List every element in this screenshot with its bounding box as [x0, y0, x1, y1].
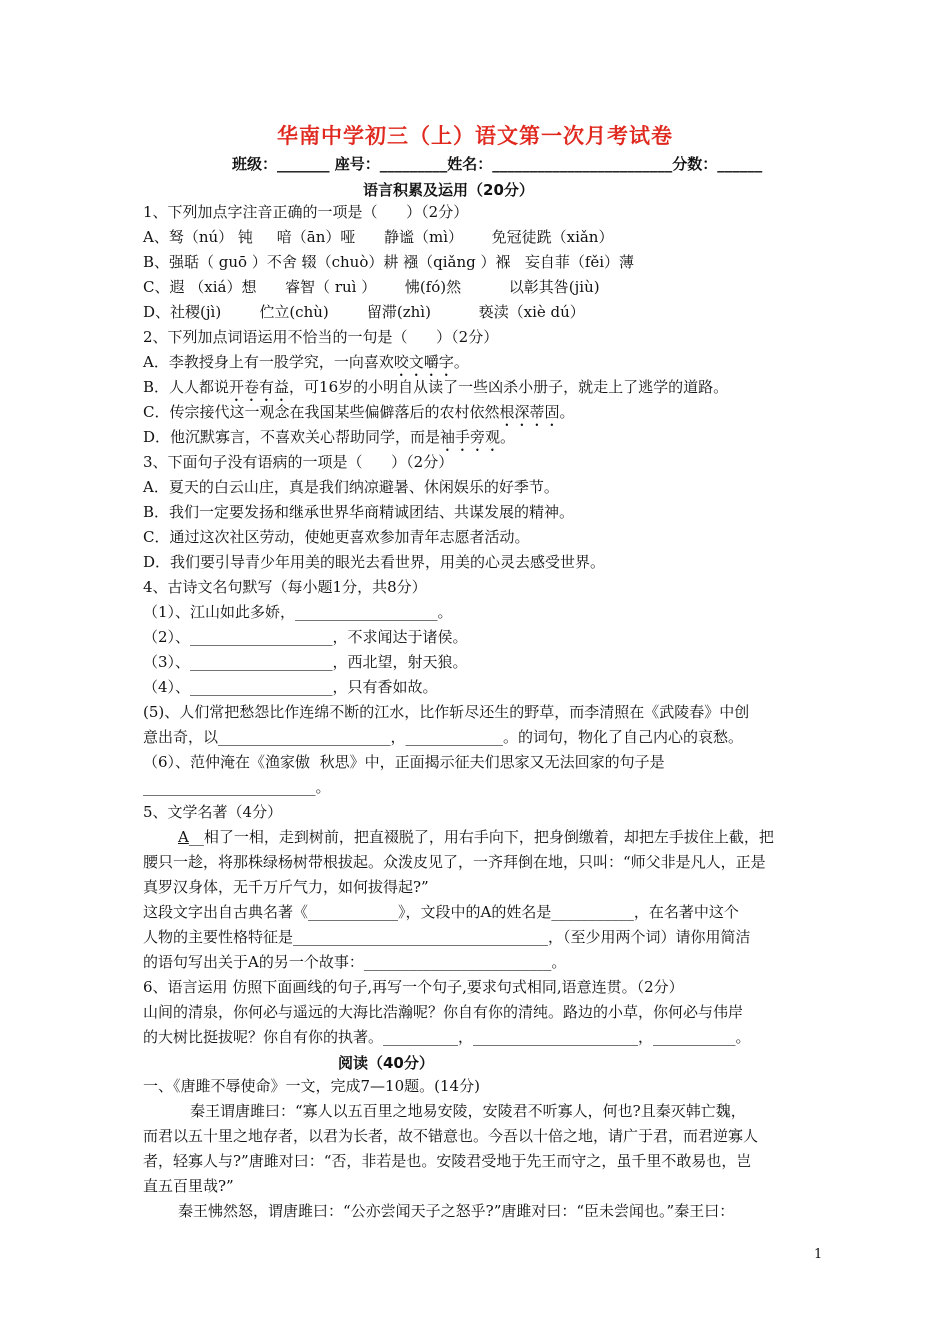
q5-passage-3: 真罗汉身体，无千万斤气力，如何拔得起?” — [143, 878, 429, 896]
reading-q1-stem: 一、《唐雎不辱使命》一文，完成7—10题。(14分) — [143, 1077, 480, 1095]
q2-b-text: B．人人都说 — [143, 378, 230, 396]
q6-passage-2: 的大树比挺拔呢？你自有你的执著。__________，______________________，___________。 — [143, 1028, 751, 1046]
q4-line-6a: （6）、范仲淹在《渔家傲 秋思》中，正面揭示征夫们思家又无法回家的句子是 — [143, 753, 665, 771]
q2-c-dotted-word: 根深蒂固 — [499, 403, 560, 421]
q6-passage-1: 山间的清泉，你何必与遥远的大海比浩瀚呢？你自有你的清纯。路边的小草，你何必与伟岸 — [143, 1003, 744, 1021]
q2-d-dotted-word: 袖手旁观 — [440, 428, 501, 446]
exam-title: 华南中学初三（上）语文第一次月考试卷 — [277, 124, 673, 148]
q6-stem: 6、语言运用 仿照下面画线的句子,再写一个句子,要求句式相同,语意连贯。（2分） — [143, 978, 684, 996]
q4-line-4: （4）、___________________，只有香如故。 — [143, 678, 438, 696]
q2-a-text: A．李教授身上有一股学究，一向喜欢 — [143, 353, 394, 371]
q4-line-6b: _______________________。 — [143, 778, 331, 796]
reading-text-1: 秦王谓唐雎曰：“寡人以五百里之地易安陵，安陵君不听寡人，何也?且秦灭韩亡魏， — [190, 1102, 746, 1120]
q2-a-end: 。 — [453, 353, 469, 371]
q2-option-c — [143, 403, 575, 430]
student-info-line: 班级：_______ 座号：_________姓名：________________________分数：______ — [232, 155, 763, 173]
q4-stem: 4、古诗文名句默写（每小题1分，共8分） — [143, 578, 427, 596]
q2-c-end: 。 — [559, 403, 575, 421]
q2-d-end: 。 — [500, 428, 516, 446]
q1-stem: 1、下列加点字注音正确的一项是（ ）（2分） — [143, 203, 469, 221]
q1-option-b: B、强聒（ guō ）不舍 辍（chuò）耕 襁（qiǎng ）褓 妄自菲（fěi）薄 — [143, 253, 635, 271]
q2-option-a — [143, 353, 469, 380]
q3-option-c: C．通过这次社区劳动，使她更喜欢参加青年志愿者活动。 — [143, 528, 530, 546]
q5-passage-2: 腰只一趁，将那株绿杨树带根拔起。众泼皮见了，一齐拜倒在地，只叫：“师父非是凡人，正是 — [143, 853, 766, 871]
q2-option-d — [143, 428, 515, 455]
q5-passage-1 — [178, 828, 774, 846]
q1-option-c: C、遐 （xiá）想 睿智（ ruì ） 怫(fó)然 以彰其咎(jiù) — [143, 278, 600, 296]
q5-question-3: 的语句写出关于A的另一个故事：_________________________。 — [143, 953, 567, 971]
q5-question-1: 这段文字出自古典名著《____________》，文段中的A的姓名是___________，在名著中这个 — [143, 903, 739, 921]
q2-d-text: D．他沉默寡言，不喜欢关心帮助同学，而是 — [143, 428, 441, 446]
q3-stem: 3、下面句子没有语病的一项是（ ）（2分） — [143, 453, 454, 471]
q3-option-d: D．我们要引导青少年用美的眼光去看世界，用美的心灵去感受世界。 — [143, 553, 606, 571]
q2-b-end: ，可16岁的小明自从读了一些凶杀小册子，就走上了逃学的道路。 — [289, 378, 729, 396]
section-heading-reading: 阅读（40分） — [338, 1054, 434, 1072]
q2-a-dotted-word: 咬文嚼字 — [393, 353, 454, 371]
q2-b-dotted-word: 开卷有益 — [229, 378, 290, 396]
q2-c-text: C．传宗接代这一观念在我国某些偏僻落后的农村依然 — [143, 403, 500, 421]
reading-text-4: 直五百里哉?” — [143, 1177, 234, 1195]
q2-stem: 2、下列加点词语运用不恰当的一句是（ ）（2分） — [143, 328, 499, 346]
q5-stem: 5、文学名著（4分） — [143, 803, 283, 821]
q4-line-1: （1）、江山如此多娇，___________________。 — [143, 603, 453, 621]
reading-text-5: 秦王怫然怒，谓唐雎曰：“公亦尝闻天子之怒乎?”唐雎对曰：“臣未尝闻也。”秦王曰： — [178, 1202, 735, 1220]
q3-option-a: A．夏天的白云山庄，真是我们纳凉避暑、休闲娱乐的好季节。 — [143, 478, 559, 496]
q4-line-5b: 意出奇，以_______________________，_____________。的词句，物化了自己内心的哀愁。 — [143, 728, 744, 746]
q4-line-3: （3）、___________________，西北望，射天狼。 — [143, 653, 468, 671]
page-number: 1 — [814, 1247, 823, 1262]
reading-text-3: 者，轻寡人与?”唐雎对曰：“否，非若是也。安陵君受地于先王而守之，虽千里不敢易也，岂 — [143, 1152, 752, 1170]
q5-passage-1-text: __相了一相，走到树前，把直裰脱了，用右手向下，把身倒缴着，却把左手拔住上截，把 — [188, 828, 774, 846]
q2-option-b — [143, 378, 728, 405]
q3-option-b: B．我们一定要发扬和继承世界华商精诚团结、共谋发展的精神。 — [143, 503, 575, 521]
reading-text-2: 而君以五十里之地存者，以君为长者，故不错意也。今吾以十倍之地，请广于君，而君逆寡人 — [143, 1127, 759, 1145]
q1-option-a: A、驽（nú） 钝 喑（ān）哑 静谧（mì） 免冠徒跣（xiǎn） — [143, 228, 614, 246]
q4-line-5a: (5)、人们常把愁怨比作连绵不断的江水，比作斩尽还生的野草，而李清照在《武陵春》中创 — [143, 703, 750, 721]
q5-blank-a: A — [178, 828, 189, 846]
q5-question-2: 人物的主要性格特征是__________________________________，（至少用两个词）请你用简洁 — [143, 928, 751, 946]
q1-option-d: D、社稷(jì) 伫立(chù) 留滞(zhì) 亵渎（xiè dú） — [143, 303, 585, 321]
q4-line-2: （2）、___________________，不求闻达于诸侯。 — [143, 628, 468, 646]
section-heading-language: 语言积累及运用（20分） — [363, 181, 534, 199]
